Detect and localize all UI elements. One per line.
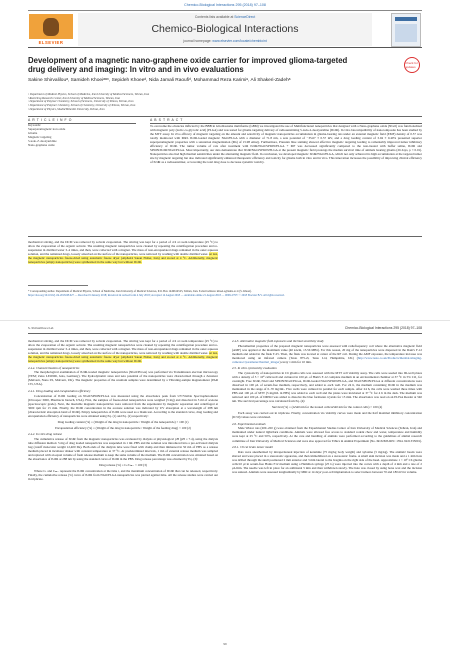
masthead-center: [78, 13, 372, 46]
affiliation: ᶜ Department of Polymer Chemistry, School of Sciences, University of Tehran, Tehran, Iran: [28, 100, 134, 104]
keyword: 5-iodo-2'-deoxyuridine: [28, 138, 57, 143]
right-column: [232, 339, 422, 474]
doi-line[interactable]: https://doi.org/10.1016/j.cbi.2018.08.027 — Received 9 January 2018; Received in revised form 4 July 2018; Accepted 14 August 2018 — Available online 21 August 2018 — 0009-2797/ © 2018 Elsevier B.V. All rights reserved.: [28, 293, 285, 297]
highlighted-text: At last, the magnetic nanoparticles freeze-dried using automatic freeze dryer (Alpha24 Sauan Fisher, Iran) and stored at 4 °C. Additionally, magnetic nanoparticles (empty nanoparticles) were synthesized in the same way but without IUdR.: [28, 351, 218, 364]
divider: [28, 236, 422, 237]
paragraph: Rats were anesthetized by intraperitoneal injection of ketamine (75 mg/kg body weight) and xylazine (5 mg/kg). The animals' heads were shaved and were placed in a stereotaxic apparatus, and then immobilized on a stereotaxic frame. A small skin incision was made and a 1 mm hole was drilled through the skull positioned 2 mm anterior and 3 mm lateral to the bregma on the right side of the head. Approximate 1 × 10⁶ C6 glioma cells/10 μl in serum-free Hams F12 medium using a Hamilton syringe (25 G) were injected into the cortex with a depth of 4 mm and a rate of 2 μL/min. The needle was left in place for an additional 5 min and then withdrawn slowly. The hole was closed by using bone wax and the incision was sutured. Animals were assessed longitudinally by MRI at 14 days' post-cell implantation to select tumors between 70 and 180 m3 in volume.: [232, 449, 422, 474]
section-heading: 2.4.1. Drug loading and encapsulation efficiency: [28, 389, 91, 394]
journal-citation-topline[interactable]: Chemico-Biological Interactions 295 (2018) 97–108: [184, 3, 266, 7]
abstract-heading: A B S T R A C T: [150, 118, 183, 122]
keyword: Nano-graphene oxide: [28, 142, 55, 147]
paragraph: The morphological examination of IUdR-loaded magnetic nanoparticles (NGO/PLGA) was performed via Transmission electron microscopy (TEM; Zeiss LEO906, Jena, Germany). The hydrodynamic sizes and zeta potential of the nanoparticles were characterized through a Zetasizer (Malvern, Nano ZS, Malvern, UK). The magnetic properties of the resultant samples were determined by a Vibrating-sample magnetometer (PAR 155, USA).: [28, 370, 218, 387]
paragraph: Each assay was carried out in triplicate. Finally, concentration via viability curves were made and the half maximal inhibitory concentration (IC50) values were calculated.: [232, 411, 422, 420]
section-heading: 2.5. In vitro cytotoxicity evaluation: [232, 366, 277, 371]
affiliation: ᵉ Department of Physics, Shahid Beheshti University, Tehran, Iran: [28, 107, 105, 111]
equation-4: Survival (%) = (A540 nm for the treated cells/A540 nm for the control cells) × 100 (4): [271, 405, 383, 410]
equation-2: Encapsulation efficiency (%) = (Weight of the drug in nanoparticle / Weight of the feeding drug) × 100 (2): [55, 425, 191, 430]
paragraph: Concentration of IUdR loading on NGO/SPION/PLGA was measured using the absorbance peak from UV/Visible Spectrophotometer (Ultrospec 3000, Pharmacia biotech, USA). First, the samples of freeze-dried nanoparticles were weighed (3 mg) and dissolved in 5 ml of acetone (spectroscopic grade). Next, the insoluble magnetic nanoparticles were removed from the supernatant by magnetic separation and centrifuged at 3000 rpm for 15 min. Finally, the IUdR concentration in the acetone solution was indicated by UV absorption at a wavelength of 288 nm (characteristic absorption band of IUdR). Empty nanoparticles of IUdR were used as a blank test. According to the standard curve, drug loading and encapsulation efficiency of nanoparticles were obtained using Eq. (1) and Eq. (2) respectively:: [28, 393, 218, 418]
running-header-authors: S. Shirvalilou et al.: [28, 326, 55, 330]
journal-homepage-line: journal homepage: www.elsevier.com/locate/chembioint: [183, 39, 267, 43]
paragraph: The cumulative release of IUdR from the magnetic nanoparticles was evaluated by dialysis at physiological pH (pH = 7.4), using the dialysis tube diffusion method. 5 mg of drug loaded nanoparticles was suspended in 1 mL PBS and the solution was introduced into a pre-activated dialysis bag (cutoff molecular weight 12,400 Da). Both ends of the dialysis tube were fixed with clamp and then immersed in 50 mL of PBS as a release medium placed in incubator shaker with constant temperature at 37 °C. At predetermined intervals, 1 mL of external release medium was sampled and replaced with an equal volume of fresh release medium to keep the same volume of the medium. The IUdR concentration was obtained based on the absorbance of IUdR at 288 nm by using the standard curve of IUdR in the PBS. Drug release percentage was obtained by Eq. (3):: [28, 436, 218, 462]
paragraph: Male Wistar rats (200–220 g) were obtained from the Experimental Studies Center of Iran University of Medical Sciences (Tehran, Iran) and maintained under natural light/dark conditions. Animals were allowed free access to standard rodent chow and water, temperature and humidity were kept at 25 °C and 50%, respectively. At the care and handling of animals were performed according to the guidelines of animal research committee of Iran University of Medical Sciences and were also approved for Ethics in Animal Experiment (No. IR.IUMS.REC 1394. 9221335001).: [232, 426, 422, 443]
article-first-page: [0, 0, 450, 318]
section-heading: 2.6. Experimental animals: [232, 421, 266, 426]
highlighted-text: At last, the magnetic nanoparticles freeze-dried using automatic freeze dryer (Alpha24 Sauan Fisher, Iran) and stored at 4 °C. Additionally, magnetic nanoparticles (empty nanoparticles) were synthesized in the same way but without IUdR.: [28, 252, 218, 265]
article-info-heading: A R T I C L E I N F O: [28, 118, 73, 122]
section-heading: 2.4.4. Characterization of nanoparticles: [28, 365, 80, 370]
keywords-heading: Keywords:: [28, 123, 42, 127]
keyword: Superparamagnetic iron oxide: [28, 126, 66, 131]
keywords-block: [28, 124, 136, 147]
journal-title: Chemico-Biological Interactions: [151, 23, 299, 35]
running-header-journal: Chemico-Biological Interactions 295 (2018) 97–108: [344, 326, 422, 330]
tree-icon: [43, 18, 59, 36]
corresponding-author-note: * Corresponding author. Department of Medical Physics, School of Medicine, Iran University of Medical Sciences, P.O. Box 1449614525, Tehran, Iran. E-mail address: khoei.s@iums.ac.ir (S. Khoei).: [28, 290, 252, 293]
sciencedirect-link[interactable]: ScienceDirect: [234, 15, 256, 19]
journal-homepage-link[interactable]: www.elsevier.com/locate/chembioint: [212, 39, 267, 43]
page1-body-left: mechanical stirring, and the DCM was removed by solvent evaporation. The stirring was kept for a period of 4 h at room temperature (25 °C) to allow the evaporation of the organic solvent. The resulting magnetic nanoparticles were cleaned by repeating the centrifugation procedure and re-suspension in distilled water 3–4 times, and then, were collected with a magnet. The mass of non-encapsulated drugs remained in the outer aqueous solution, and the remained drugs, loosely adsorbed on the surface of the nanoparticles, were removed by washing with double distilled water. At last, the magnetic nanoparticles freeze-dried using automatic freeze dryer (Alpha24 Sauan Fisher, Iran) and stored at 4 °C. Additionally, magnetic nanoparticles (empty nanoparticles) were synthesized in the same way but without IUdR.: [28, 240, 218, 265]
testo-link[interactable]: http://www.testo.co.uk/Products/thermal-imaging-cameras/c/parameter/thermal_imager: [232, 355, 422, 364]
paragraph: Photothermal properties of the prepared magnetic nanoparticles were assessed with radiofrequency coil where the alternative magnetic field (AMF) was applied at the maximum value (40 kA/m, 13.56 MHz). For this reason, 20 mg of the nanoparticles were dispersed in the Dant's F-12 medium and added in the flask T-25. Then, the flask was located at center of the RF coil. During the AMF exposure, the temperature increase was monitored using an infrared camera (Testo 875-2i, Testo Ltd, Hampshire, UK) (http://www.testo.co.uk/Products/thermal-imaging-cameras/c/parameter/thermal_imager) every 1 min for 10 min.: [232, 343, 422, 364]
check-for-updates-badge[interactable]: Check for updates: [404, 57, 420, 73]
keyword: Magnetic targeting: [28, 134, 52, 139]
page1-footnotes: [28, 290, 422, 297]
section-heading: 2.4.2. In vitro drug release: [28, 432, 63, 437]
section-heading: 2.4.3. Alternative magnetic field exposures and thermal sensitivity study: [232, 339, 324, 343]
section-heading: 2.6.1. C6 rat brain tumor model: [232, 445, 273, 450]
publisher-logo: [29, 14, 73, 46]
equation-1: Drug loading content (%) = (Weight of the drug in nanoparticle / Weight of the nanoparticle) × 100 (1): [57, 419, 189, 424]
contents-available-line: Contents lists available at ScienceDirect: [194, 15, 256, 19]
journal-masthead: [28, 10, 422, 48]
abstract-text: To overcome the obstacles inflicted by the BBB in Glioblastoma multiforme (GBM) we investigated the use of Multifunctional nanoparticles that designed with a Nano-graphene oxide (NGO) was functionalized with magnetic poly (lactic-co-glycolic acid) (PLGA) and was tested for glioma targeting delivery of radiosensitizing 5-iodo-2-deoxyuridine (IUdR). In vitro biocompatibility of nanocomposite has been studied by the MTT assay. In vivo efficacy of magnetic targeting on the amount and selectivity of magnetic nanoparticles accumulation in glioma-bearing rats under an external magnetic field (EMF) density of 0.57 was totally monitored with MRI. IUdR-loaded magnetic NGO/PLGA with a diameter of 71.8 nm, a zeta potential of −35.67 ± 0.57 mV, and a drug loading content of 3.04 ± 0.40% presented superior superparamagnetic properties with a saturation magnetization (Ms) of 15.98 emu/g. Furthermore, Prussian blue staining showed effective magnetic targeting leading to remarkably improved tumor inhibitory efficiency of IUdR. The tumor volume of rats after treatment with IUdR/NGO/SPION/PLGA + MF was decreased significantly compared to the non-treated with buffer saline, IUdR and SPION/IUdR/NGO/PLGA. Most importantly, our data demonstrate that IUdR/NGO/SPION/PLGA at the present magnetic field prolongs the median survival time of animals bearing glioma (26 days, p < 0.01). Nanoparticles also had high thermal sensitivities under the alternating magnetic field. In conclusion, we developed magnetic IUdR/NGO/PLGA, which not only achieved its high accumulation at the targeted tumor site by magnetic targeting but also indicated significantly enhanced therapeutic efficiency and toxicity for glioma both in vitro and in vivo. This innovation increases the possibility of improving clinical efficiency of IUdR as a radiosensitizer, or lowering the total drug dose to decrease systemic toxicity.: [150, 124, 422, 165]
paragraph: The cytotoxicity of nanoparticles in C6 glioma cells was assessed with the MTT cell viability assay. The cells were seeded into 96-well plates with a density of 5 × 10⁴ cells/well and cultured in 100 μL of Ham's F-12 complete medium in an environmental chamber at 37 °C in 5% CO₂ for overnight. Free IUdR, NGO and SPION/NGO/PLGA, IUdR-loaded NGO/SPION/PLGA, and NGO/SPION/PLGA at different concentrations were dissolved in 100 μL of serum-free medium, respectively, and added to each well. For 24 h, the medium containing IUdR in the medium was maintained in the range of 0–70 mg/mL. Five wells were cultured in parallel for each sample. After 24 h, the cells were washed three times with PBS and 100 μL of MTT (5 mg/mL in PBS) was added to each well and the plates were incubated at 37 °C for 4 h in the dark. The medium was removed and 100 μL of DMSO was added to dissolve the blue formazan crystals for 15 min. The absorbance was read on an ELISA Reader at 540 nm. The survival percentage was calculated from Eq. (4):: [232, 370, 422, 404]
journal-cover-thumbnail: [391, 13, 421, 47]
publisher-name: ELSEVIER: [29, 39, 73, 46]
affiliation: ᵃ Department of Medical Physics, School of Medicine, Iran University of Medical Sciences, Tehran, Iran: [28, 93, 150, 96]
equation-3: Drug release (%) = Cₜ/Cₘₐₓ × 100 (3): [99, 463, 147, 468]
affiliation: ᵇ Razi Drug Research Center, Iran University of Medical Sciences, Tehran, Iran: [28, 96, 121, 100]
divider: [28, 116, 422, 117]
keyword: Glioma: [28, 130, 38, 135]
article-second-page: [0, 320, 450, 652]
paragraph: mechanical stirring, and the DCM was removed by solvent evaporation. The stirring was kept for a period of 4 h at room temperature (25 °C) to allow the evaporation of the organic solvent. The resulting magnetic nanoparticles were cleaned by repeating the centrifugation procedure and re-suspension in distilled water 3–4 times, and then, were collected with a magnet. The mass of non-encapsulated drugs remained in the outer aqueous solution, and the remained drugs, loosely adsorbed on the surface of the nanoparticles, were removed by washing with double distilled water. At last, the magnetic nanoparticles freeze-dried using automatic freeze dryer (Alpha24 Sauan Fisher, Iran) and stored at 4 °C. Additionally, magnetic nanoparticles (empty nanoparticles) were synthesized in the same way but without IUdR.: [28, 339, 218, 364]
left-column: [28, 339, 218, 481]
author-list: Sakine Shirvalilouᵃ, Samideh Khoeiᵃʷᶜ, Sepideh Khoeeᵈ, Nida Jamali Raoufiᵈ, Mohammad Reza Karimiᵉ, Ali Shakeri-Zadehᵃ: [28, 78, 291, 83]
page-number: 99: [223, 642, 227, 646]
affiliations: [28, 93, 418, 112]
article-title: Development of a magnetic nano-graphene oxide carrier for improved glioma-targeted drug delivery and imaging: In vitro and in vivo evaluations: [28, 56, 348, 75]
paragraph: Where Cₜ and Cₘₐₓ represent the IUdR concentration at the time t, and the maximum concentration of IUdR that can be released, respectively. Finally, the cumulative release (%) curve of IUdR from NGO/PLGA nanoparticles was plotted against time. All the release studies were carried out in triplicate.: [28, 469, 218, 482]
affiliation: ᵈ Department of Polymer Chemistry, School of Chemistry, University of Tehran, Tehran, Iran: [28, 104, 136, 108]
